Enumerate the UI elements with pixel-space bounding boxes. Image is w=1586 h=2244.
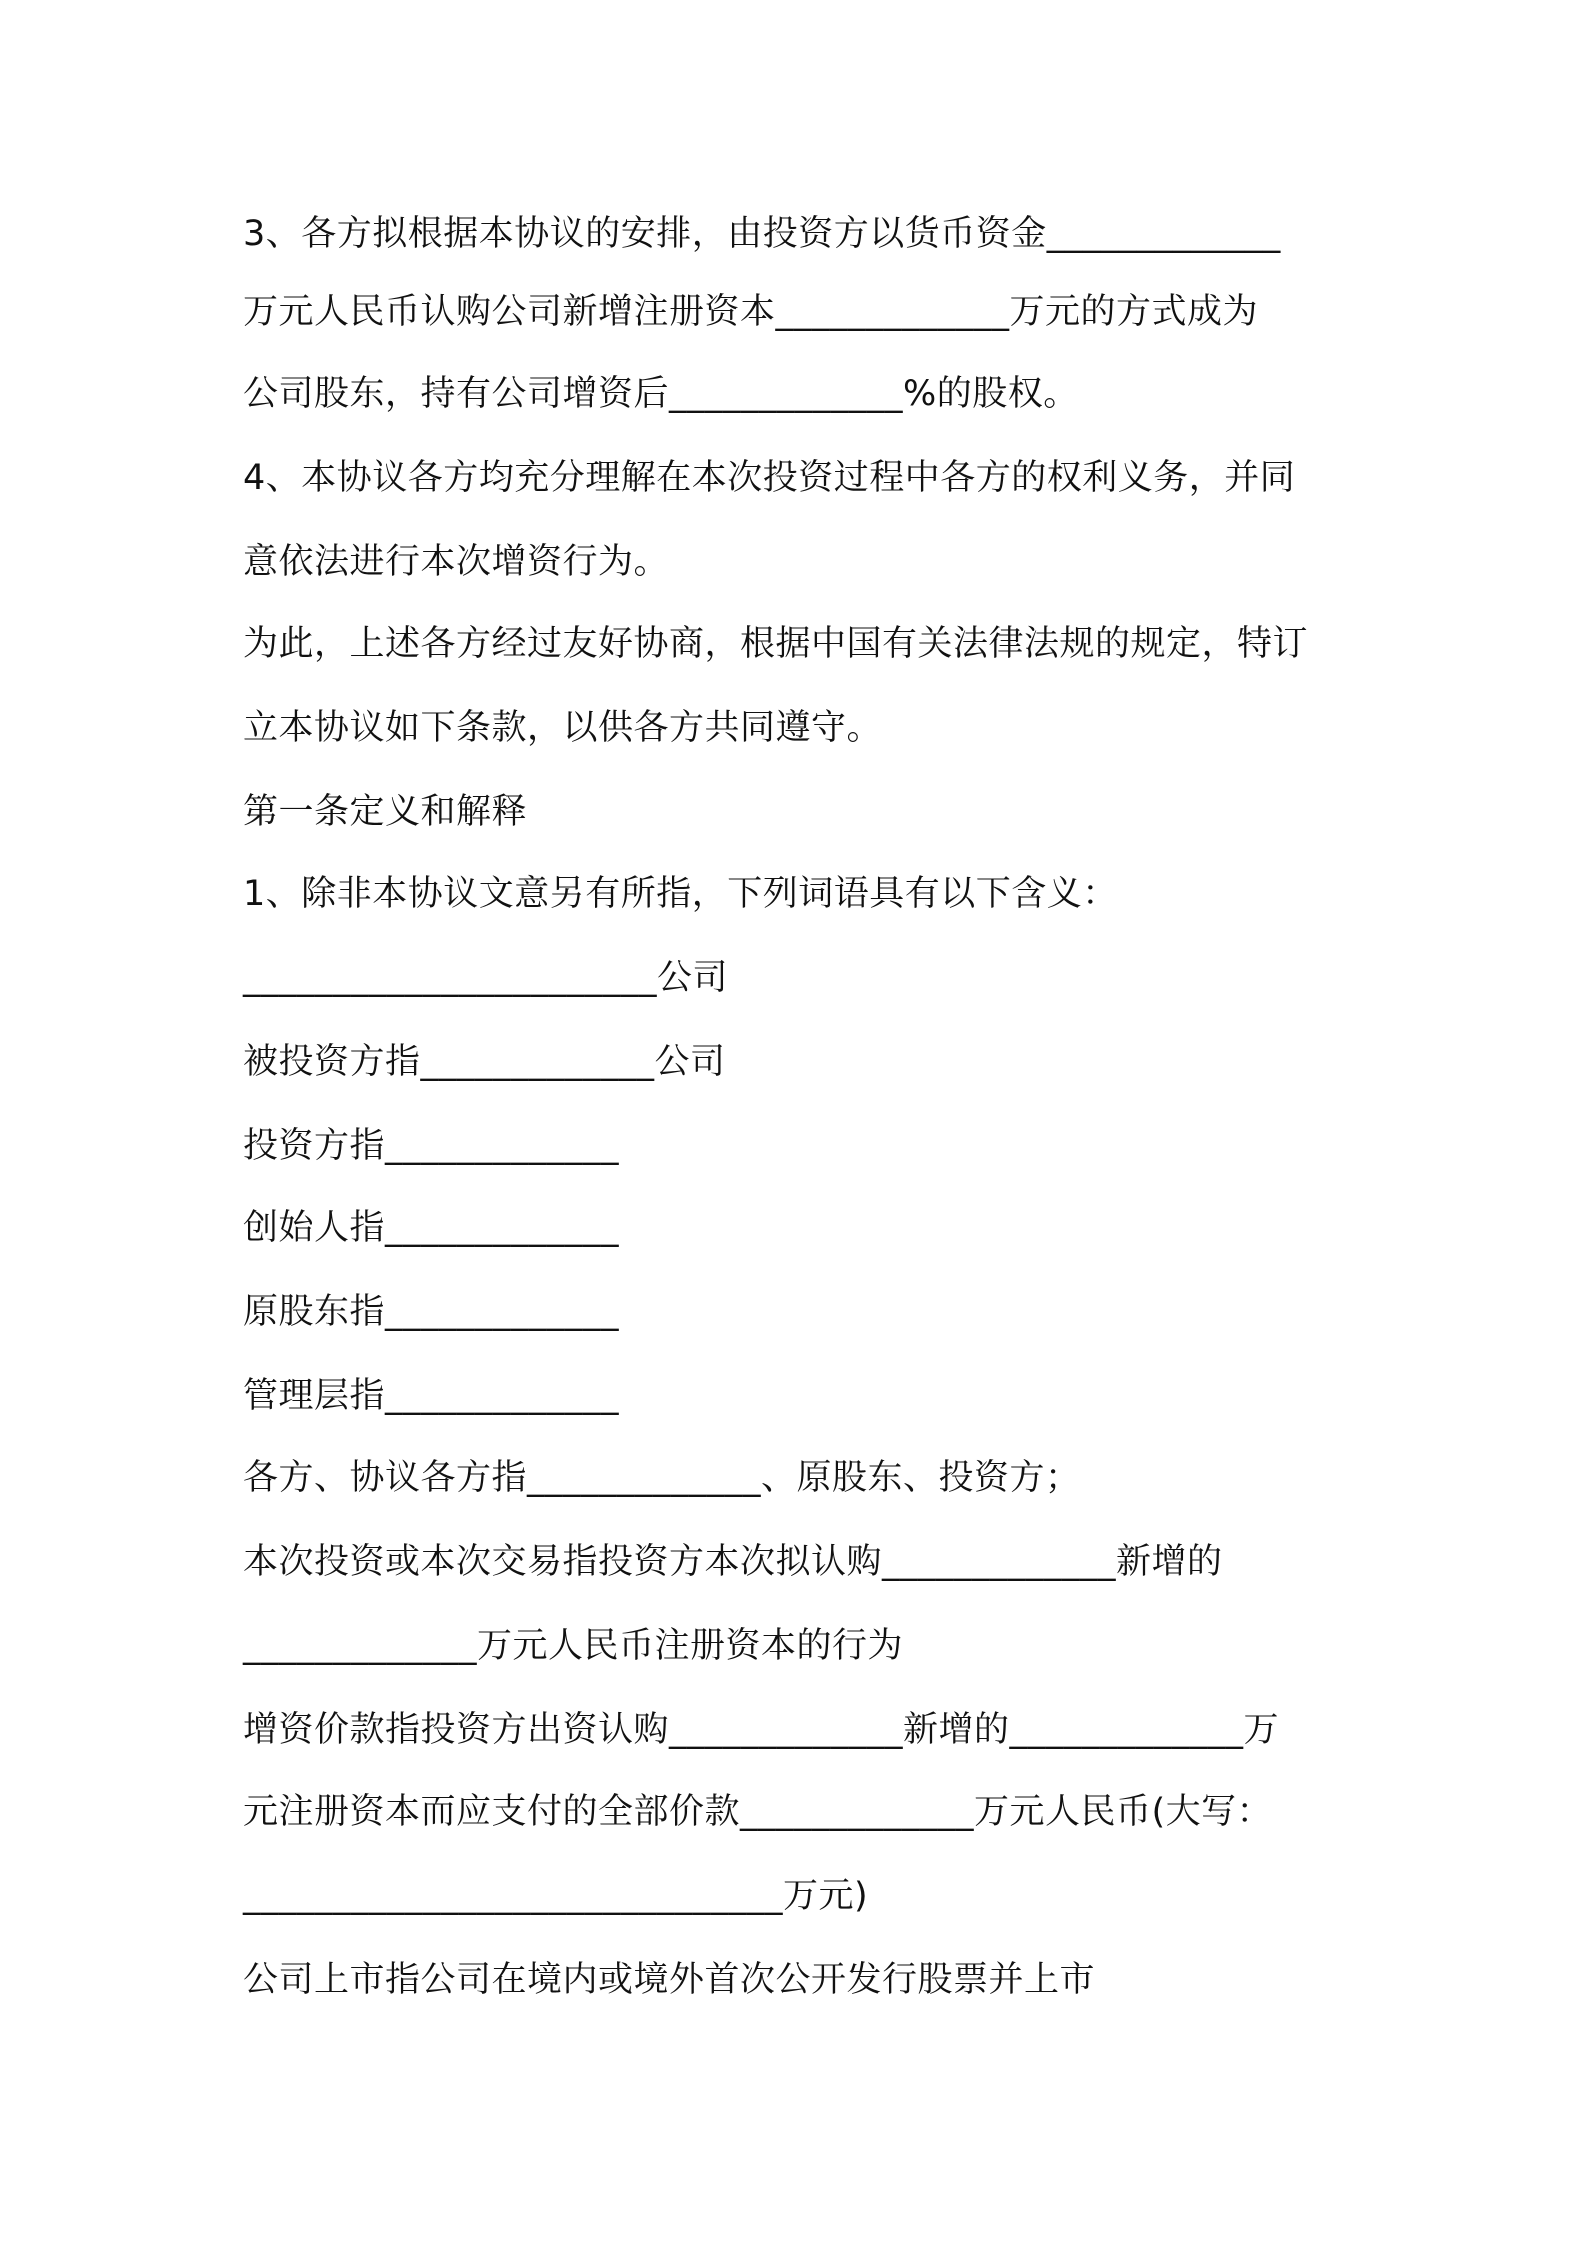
- definition-management: 管理层指_____________: [243, 1376, 620, 1416]
- definition-investee: 被投资方指_____________公司: [243, 1042, 726, 1082]
- text-line-5: 意依法进行本次增资行为。: [243, 542, 670, 582]
- definition-investment-2: _____________万元人民币注册资本的行为: [243, 1626, 904, 1666]
- text-line-4: 4、本协议各方均充分理解在本次投资过程中各方的权利义务，并同: [243, 458, 1296, 498]
- definition-parties: 各方、协议各方指_____________、原股东、投资方；: [243, 1458, 1081, 1498]
- definition-listing: 公司上市指公司在境内或境外首次公开发行股票并上市: [243, 1960, 1096, 2000]
- definition-price-2: 元注册资本而应支付的全部价款_____________万元人民币(大写：: [243, 1792, 1273, 1832]
- text-line-9: 1、除非本协议文意另有所指，下列词语具有以下含义：: [243, 874, 1118, 914]
- text-line-6: 为此，上述各方经过友好协商，根据中国有关法律法规的规定，特订: [243, 624, 1309, 664]
- definition-price-1: 增资价款指投资方出资认购_____________新增的_____________万: [243, 1710, 1280, 1750]
- definition-investment-1: 本次投资或本次交易指投资方本次拟认购_____________新增的: [243, 1542, 1223, 1582]
- text-line-1: 3、各方拟根据本协议的安排，由投资方以货币资金_____________: [243, 214, 1281, 254]
- text-line-7: 立本协议如下条款，以供各方共同遵守。: [243, 708, 883, 748]
- definition-company: _______________________公司: [243, 958, 729, 998]
- text-line-2: 万元人民币认购公司新增注册资本_____________万元的方式成为: [243, 292, 1259, 332]
- definition-investor: 投资方指_____________: [243, 1126, 620, 1166]
- definition-founder: 创始人指_____________: [243, 1208, 620, 1248]
- text-line-3: 公司股东，持有公司增资后_____________%的股权。: [243, 374, 1079, 414]
- section-heading: 第一条定义和解释: [243, 792, 528, 832]
- definition-original-shareholder: 原股东指_____________: [243, 1292, 620, 1332]
- definition-price-3: ______________________________万元): [243, 1876, 869, 1916]
